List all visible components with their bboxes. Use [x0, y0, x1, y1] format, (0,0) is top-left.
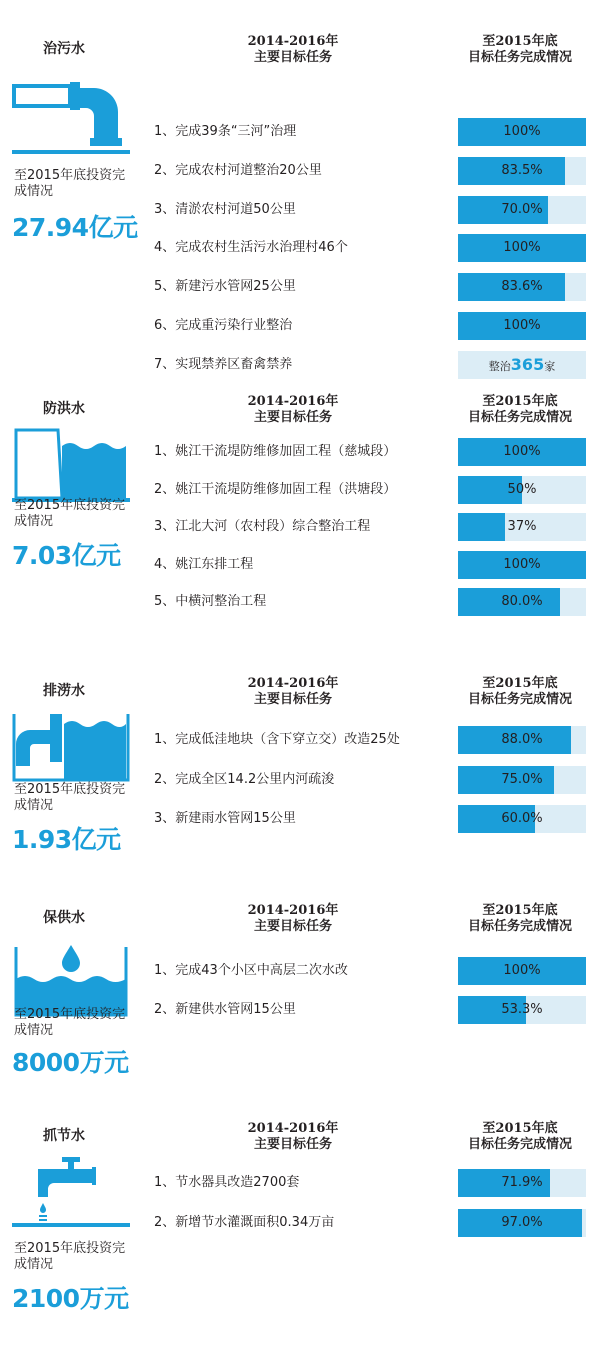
- progress-value-label: 100%: [503, 556, 541, 572]
- tasks-column-header: [218, 34, 368, 66]
- progress-bar: [458, 996, 586, 1024]
- section-title: 保供水: [43, 910, 85, 926]
- investment-label: [14, 1241, 154, 1273]
- tasks-header-line: 2014-2016年: [247, 903, 339, 918]
- progress-header-line: 目标任务完成情况: [467, 919, 572, 934]
- tasks-header-line: 主要目标任务: [253, 410, 332, 425]
- progress-header-line: 至2015年底: [482, 676, 558, 691]
- task-label: 3、新建雨水管网15公里: [154, 811, 296, 826]
- progress-value-label: 50%: [507, 481, 537, 497]
- progress-value-label: 53.3%: [501, 1002, 543, 1017]
- task-label: 2、新建供水管网15公里: [154, 1002, 296, 1017]
- investment-label: [14, 782, 154, 814]
- task-label: 1、完成39条“三河”治理: [154, 124, 297, 139]
- task-label: 3、江北大河（农村段）综合整治工程: [154, 519, 371, 534]
- tasks-column-header: [218, 1121, 368, 1153]
- task-label: 1、完成低洼地块（含下穿立交）改造25处: [154, 732, 400, 747]
- progress-header-line: 目标任务完成情况: [467, 1137, 572, 1152]
- progress-bar: [458, 196, 586, 224]
- investment-label-line: 成情况: [14, 1257, 54, 1272]
- section-title: 排涝水: [43, 683, 85, 699]
- investment-label-line: 成情况: [14, 1023, 54, 1038]
- progress-bar: [458, 957, 586, 985]
- progress-column-header: [455, 676, 585, 708]
- investment-label-line: 至2015年底投资完: [14, 498, 126, 513]
- investment-label: [14, 168, 154, 200]
- task-label: 1、姚江干流堤防维修加固工程（慈城段）: [154, 444, 397, 459]
- progress-value-label: 75.0%: [501, 771, 543, 787]
- progress-column-header: [455, 903, 585, 935]
- faucet-icon: [12, 1155, 130, 1233]
- progress-value-label: 88.0%: [501, 732, 543, 747]
- section-title: 抓节水: [43, 1128, 85, 1144]
- sewage-pipe-icon: [12, 82, 130, 160]
- investment-label-line: 至2015年底投资完: [14, 1007, 126, 1022]
- task-label: 7、实现禁养区畜禽禁养: [154, 356, 293, 372]
- investment-label: [14, 1007, 154, 1039]
- task-label: 1、节水器具改造2700套: [154, 1175, 300, 1190]
- task-label: 1、完成43个小区中高层二次水改: [154, 963, 348, 978]
- progress-value-label: 37%: [507, 519, 537, 534]
- task-label: 4、完成农村生活污水治理村46个: [154, 240, 348, 256]
- progress-header-line: 目标任务完成情况: [467, 692, 572, 707]
- task-label: 2、完成农村河道整治20公里: [154, 162, 322, 178]
- drainage-gate-icon: [12, 710, 130, 788]
- progress-header-line: 目标任务完成情况: [467, 50, 572, 65]
- progress-bar: [458, 588, 586, 616]
- flood-wall-icon: [12, 428, 130, 506]
- tasks-header-line: 2014-2016年: [247, 34, 339, 49]
- value-number: 365: [510, 354, 545, 374]
- tasks-header-line: 主要目标任务: [253, 1137, 332, 1152]
- tasks-header-line: 2014-2016年: [247, 676, 339, 691]
- investment-label-line: 成情况: [14, 184, 54, 199]
- task-label: 2、姚江干流堤防维修加固工程（洪塘段）: [154, 481, 397, 497]
- tasks-column-header: [218, 676, 368, 708]
- progress-header-line: 至2015年底: [482, 1121, 558, 1136]
- task-label: 4、姚江东排工程: [154, 556, 254, 572]
- progress-bar: [458, 118, 586, 146]
- progress-bar: [458, 351, 586, 379]
- section-drainage-gate: [0, 676, 600, 900]
- progress-value-label: 100%: [503, 963, 541, 978]
- progress-header-line: 至2015年底: [482, 903, 558, 918]
- tasks-header-line: 主要目标任务: [253, 919, 332, 934]
- progress-value-label: 100%: [503, 444, 541, 459]
- investment-label-line: 至2015年底投资完: [14, 1241, 126, 1256]
- progress-value-label: 97.0%: [501, 1215, 543, 1230]
- progress-bar: [458, 1169, 586, 1197]
- progress-value-label: 100%: [503, 124, 541, 139]
- progress-value-label: [458, 351, 586, 381]
- section-sewage-pipe: [0, 34, 600, 374]
- progress-column-header: [455, 394, 585, 426]
- progress-bar: [458, 273, 586, 301]
- task-label: 6、完成重污染行业整治: [154, 318, 293, 333]
- progress-bar: [458, 726, 586, 754]
- progress-value-label: 100%: [503, 318, 541, 333]
- task-label: 3、清淤农村河道50公里: [154, 201, 296, 217]
- investment-amount: 8000万元: [12, 1048, 129, 1077]
- section-title: 治污水: [43, 41, 85, 57]
- progress-bar: [458, 157, 586, 185]
- tasks-header-line: 主要目标任务: [253, 50, 332, 65]
- value-suffix: 家: [544, 359, 556, 373]
- value-prefix: 整治: [488, 359, 511, 373]
- progress-value-label: 60.0%: [501, 811, 543, 826]
- progress-header-line: 目标任务完成情况: [467, 410, 572, 425]
- investment-amount: 27.94亿元: [12, 213, 138, 242]
- progress-value-label: 80.0%: [501, 594, 543, 609]
- section-water-drop-tank: [0, 903, 600, 1127]
- section-title: 防洪水: [43, 401, 85, 417]
- investment-label-line: 至2015年底投资完: [14, 782, 126, 797]
- progress-bar: [458, 766, 586, 794]
- progress-column-header: [455, 34, 585, 66]
- progress-bar: [458, 1209, 586, 1237]
- progress-column-header: [455, 1121, 585, 1153]
- investment-label-line: 至2015年底投资完: [14, 168, 126, 183]
- tasks-header-line: 主要目标任务: [253, 692, 332, 707]
- progress-value-label: 71.9%: [501, 1175, 543, 1190]
- task-label: 5、中横河整治工程: [154, 594, 267, 609]
- progress-bar: [458, 551, 586, 579]
- progress-header-line: 至2015年底: [482, 34, 558, 49]
- tasks-header-line: 2014-2016年: [247, 1121, 339, 1136]
- progress-bar: [458, 513, 586, 541]
- investment-label-line: 成情况: [14, 514, 54, 529]
- investment-label: [14, 498, 154, 530]
- task-label: 2、完成全区14.2公里内河疏浚: [154, 771, 335, 787]
- progress-value-label: 83.5%: [501, 162, 543, 178]
- tasks-header-line: 2014-2016年: [247, 394, 339, 409]
- progress-bar: [458, 805, 586, 833]
- progress-value-label: 100%: [503, 240, 541, 256]
- investment-amount: 7.03亿元: [12, 541, 121, 570]
- task-label: 5、新建污水管网25公里: [154, 279, 296, 295]
- task-label: 2、新增节水灌溉面积0.34万亩: [154, 1215, 335, 1230]
- progress-bar: [458, 312, 586, 340]
- investment-amount: 2100万元: [12, 1284, 129, 1313]
- tasks-column-header: [218, 903, 368, 935]
- progress-bar: [458, 438, 586, 466]
- progress-value-label: 70.0%: [501, 201, 543, 217]
- investment-amount: 1.93亿元: [12, 825, 121, 854]
- progress-value-label: 83.6%: [501, 279, 543, 295]
- tasks-column-header: [218, 394, 368, 426]
- section-flood-wall: [0, 394, 600, 618]
- investment-label-line: 成情况: [14, 798, 54, 813]
- section-faucet: [0, 1121, 600, 1345]
- progress-bar: [458, 476, 586, 504]
- progress-header-line: 至2015年底: [482, 394, 558, 409]
- progress-bar: [458, 234, 586, 262]
